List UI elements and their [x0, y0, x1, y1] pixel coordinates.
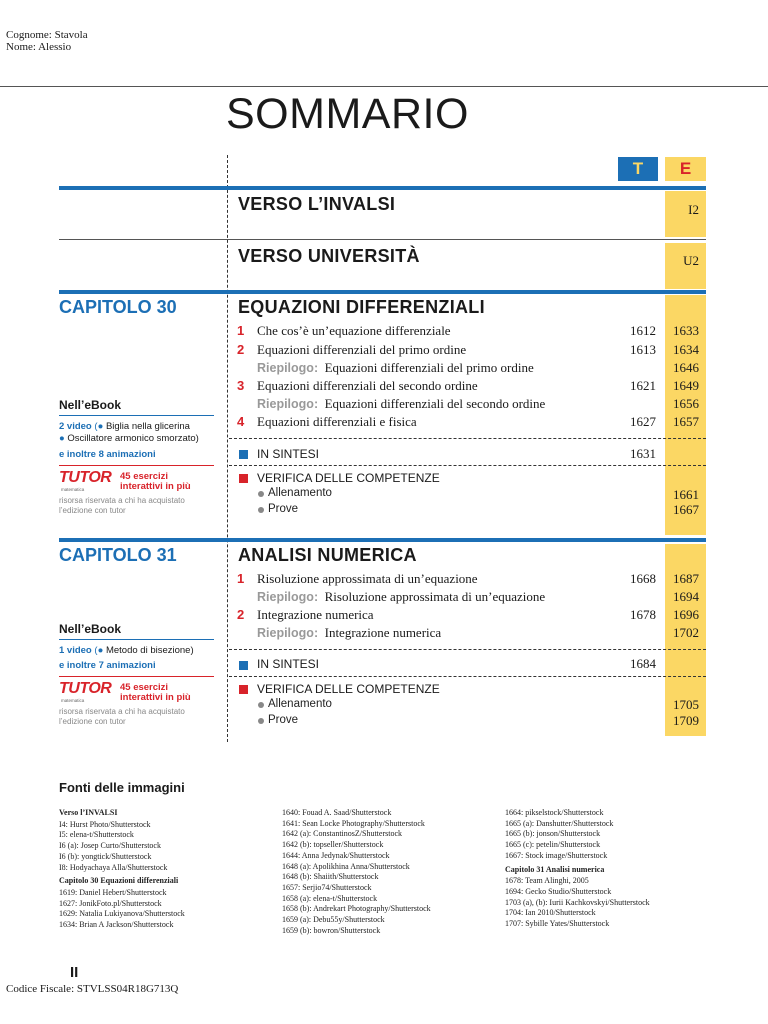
ebook-videos[interactable]: [59, 421, 190, 432]
fonti-title: Fonti delle immagini: [59, 780, 185, 795]
fonti-entry: 1678: Team Alinghi, 2005: [505, 876, 589, 886]
fonti-entry: 1667: Stock image/Shutterstock: [505, 850, 608, 860]
fonti-entry: 1664: pikselstock/Shutterstock: [505, 808, 604, 817]
riepilogo-title: Integrazione numerica: [324, 625, 442, 640]
fonti-entry: 1640: Fouad A. Saad/Shutterstock: [282, 808, 392, 817]
fonti-entry: 1704: Ian 2010/Shutterstock: [505, 908, 596, 918]
dashed-divider: [229, 649, 706, 650]
bullet: [258, 718, 264, 724]
sintesi-label[interactable]: IN SINTESI: [257, 657, 320, 671]
fonti-heading: Verso l’INVALSI: [59, 808, 118, 817]
item-page-t: 1668: [630, 571, 656, 586]
student-nome: Nome: Alessio: [6, 41, 72, 53]
fonti-entry: I6 (a): Josep Curto/Shutterstock: [59, 841, 161, 851]
verso-invalsi-title: VERSO L’INVALSI: [238, 194, 396, 214]
video-paren: (: [91, 421, 98, 432]
tutor-description[interactable]: [120, 683, 191, 703]
page-title: SOMMARIO: [226, 90, 469, 138]
item-page-t: 1612: [630, 323, 656, 338]
tutor-note-line: l’edizione con tutor: [59, 716, 126, 726]
fonti-entry: 1644: Anna Jedynak/Shutterstock: [282, 850, 390, 860]
chapter-31-title: ANALISI NUMERICA: [238, 545, 417, 565]
fonti-column-1: [59, 808, 274, 931]
tutor-logo-sub: matematica: [61, 698, 85, 703]
fonti-entry: 1657: Serjio74/Shutterstock: [282, 882, 372, 892]
ebook-videos[interactable]: [59, 433, 199, 444]
riepilogo-item[interactable]: [257, 396, 545, 412]
fonti-entry: I8: Hodyachaya Alla/Shutterstock: [59, 862, 168, 872]
fonti-entry: 1659 (a): Debu55y/Shutterstock: [282, 915, 385, 925]
fonti-entry: 1634: Brian A Jackson/Shutterstock: [59, 920, 174, 930]
dashed-divider: [229, 465, 706, 466]
verifica-item[interactable]: Allenamento: [268, 487, 332, 499]
fonti-entry: 1665 (c): petelin/Shutterstock: [505, 840, 601, 850]
video-count: 1 video: [59, 645, 92, 656]
student-cognome: Cognome: Stavola: [6, 29, 88, 41]
verifica-marker: [239, 474, 248, 483]
fonti-entry: I4: Hurst Photo/Shutterstock: [59, 819, 151, 829]
sintesi-label[interactable]: IN SINTESI: [257, 447, 320, 461]
item-title[interactable]: Equazioni differenziali del secondo ordine: [257, 378, 478, 393]
ebook-videos[interactable]: [59, 645, 194, 656]
ebook-title: Nell’eBook: [59, 398, 122, 412]
item-page-t: 1613: [630, 342, 656, 357]
tutor-desc-line: 45 esercizi: [120, 682, 169, 693]
verso-invalsi-page: I2: [688, 202, 699, 217]
tutor-logo-sub: matematica: [61, 487, 85, 492]
student-info: [6, 29, 88, 53]
item-page-e: 1633: [673, 323, 699, 338]
item-page-t: 1627: [630, 414, 656, 429]
fonti-entry: 1658 (b): Andrekart Photography/Shutterstock: [282, 904, 431, 914]
verifica-item[interactable]: Allenamento: [268, 698, 332, 710]
riepilogo-label: Riepilogo:: [257, 626, 319, 640]
section-rule: [59, 186, 706, 190]
tutor-note-line: l’edizione con tutor: [59, 505, 126, 515]
codice-fiscale: Codice Fiscale: STVLSS04R18G713Q: [6, 983, 179, 995]
chapter-31-label: CAPITOLO 31: [59, 545, 177, 565]
item-title[interactable]: Equazioni differenziali del primo ordine: [257, 342, 467, 357]
ebook-title: Nell’eBook: [59, 622, 122, 636]
riepilogo-title: Risoluzione approssimata di un’equazione: [324, 589, 546, 604]
ebook-animations[interactable]: e inoltre 8 animazioni: [59, 449, 156, 460]
fonti-entry: 1642 (b): topseller/Shutterstock: [282, 840, 384, 850]
verso-universita-title: VERSO UNIVERSITÀ: [238, 246, 420, 266]
column-t-header: T: [618, 157, 658, 181]
verifica-page-e: 1709: [673, 713, 699, 728]
video-title: Metodo di bisezione): [105, 645, 194, 656]
riepilogo-item[interactable]: [257, 589, 545, 605]
tutor-desc-line: interattivi in più: [120, 692, 191, 703]
fonti-entry: 1648 (a): Apolikhina Anna/Shutterstock: [282, 861, 410, 871]
item-number: 2: [237, 607, 245, 622]
item-number: 3: [237, 378, 245, 393]
column-e-header: E: [665, 157, 706, 181]
dashed-divider: [229, 676, 706, 677]
chapter-30-label: CAPITOLO 30: [59, 297, 177, 317]
riepilogo-item[interactable]: [257, 625, 441, 641]
verifica-item[interactable]: Prove: [268, 714, 299, 726]
item-page-t: 1678: [630, 607, 656, 622]
fonti-entry: I5: elena-t/Shutterstock: [59, 830, 134, 840]
tutor-desc-line: interattivi in più: [120, 481, 191, 492]
fonti-entry: 1629: Natalia Lukiyanova/Shutterstock: [59, 909, 185, 919]
verifica-label[interactable]: VERIFICA DELLE COMPETENZE: [257, 682, 440, 696]
video-paren: (: [91, 645, 98, 656]
fonti-heading: Capitolo 31 Analisi numerica: [505, 864, 605, 874]
fonti-entry: 1658 (a): elena-t/Shutterstock: [282, 893, 378, 903]
page-number: II: [70, 964, 79, 981]
video-bullet-icon: ●: [59, 433, 65, 444]
riepilogo-label: Riepilogo:: [257, 590, 319, 604]
tutor-rule: [59, 676, 214, 677]
verifica-page-e: 1667: [673, 502, 699, 517]
tutor-note: [59, 496, 185, 515]
fonti-entry: 1665 (a): Danshutter/Shutterstock: [505, 818, 614, 828]
item-number: 4: [237, 414, 245, 429]
fonti-entry: 1703 (a), (b): Iurii Kachkovskyi/Shutterstock: [505, 897, 650, 907]
item-page-e: 1696: [673, 607, 699, 622]
fonti-entry: 1694: Gecko Studio/Shutterstock: [505, 886, 612, 896]
fonti-entry: 1648 (b): Shaiith/Shutterstock: [282, 872, 379, 882]
item-title[interactable]: Risoluzione approssimata di un’equazione: [257, 571, 478, 586]
riepilogo-title: Equazioni differenziali del secondo ordine: [324, 396, 546, 411]
fonti-entry: 1665 (b): jonson/Shutterstock: [505, 829, 601, 839]
riepilogo-label: Riepilogo:: [257, 397, 319, 411]
chapter-rule: [59, 290, 706, 294]
dashed-divider: [229, 438, 706, 439]
section-rule: [59, 239, 706, 240]
fonti-entry: 1707: Sybille Yates/Shutterstock: [505, 919, 610, 929]
sintesi-marker: [239, 661, 248, 670]
chapter-30-title: EQUAZIONI DIFFERENZIALI: [238, 297, 485, 317]
fonti-entry: 1642 (a): ConstantinosZ/Shutterstock: [282, 829, 402, 839]
video-count: 2 video: [59, 421, 92, 432]
bullet: [258, 507, 264, 513]
sintesi-page-t: 1684: [630, 656, 656, 671]
fonti-column-3: [505, 808, 720, 930]
tutor-note-line: risorsa riservata a chi ha acquistato: [59, 496, 185, 505]
tutor-logo: TUTOR: [59, 469, 112, 486]
tutor-logo: TUTOR: [59, 680, 112, 697]
fonti-entry: 1659 (b): bowron/Shutterstock: [282, 925, 381, 935]
item-number: 1: [237, 571, 245, 586]
item-title[interactable]: Integrazione numerica: [257, 607, 374, 622]
bullet: [258, 702, 264, 708]
item-page-e: 1694: [673, 589, 699, 604]
item-page-e: 1634: [673, 342, 699, 357]
verso-universita-page: U2: [683, 253, 699, 268]
riepilogo-label: Riepilogo:: [257, 361, 319, 375]
video-bullet-icon: ●: [97, 645, 104, 656]
top-divider: [0, 86, 768, 87]
item-page-e: 1646: [673, 360, 699, 375]
item-page-e: 1649: [673, 378, 699, 393]
item-number: 2: [237, 342, 245, 357]
tutor-rule: [59, 465, 214, 466]
sintesi-marker: [239, 450, 248, 459]
ebook-animations[interactable]: e inoltre 7 animazioni: [59, 660, 156, 671]
fonti-entry: 1641: Sean Locke Photography/Shutterstock: [282, 818, 425, 828]
item-page-e: 1656: [673, 396, 699, 411]
fonti-column-2: [282, 808, 497, 936]
tutor-description[interactable]: [120, 472, 191, 492]
video-title: Biglia nella glicerina: [105, 421, 190, 432]
video-bullet-icon: ●: [97, 421, 104, 432]
verifica-marker: [239, 685, 248, 694]
item-page-e: 1702: [673, 625, 699, 640]
item-page-e: 1687: [673, 571, 699, 586]
column-separator: [227, 155, 228, 742]
item-title[interactable]: Equazioni differenziali e fisica: [257, 414, 417, 429]
item-number: 1: [237, 323, 245, 338]
riepilogo-item[interactable]: [257, 360, 534, 376]
fonti-entry: 1619: Daniel Hebert/Shutterstock: [59, 887, 167, 897]
verifica-page-e: 1661: [673, 487, 699, 502]
bullet: [258, 491, 264, 497]
verifica-page-e: 1705: [673, 697, 699, 712]
tutor-desc-line: 45 esercizi: [120, 471, 169, 482]
item-page-e: 1657: [673, 414, 699, 429]
tutor-note: [59, 707, 185, 726]
item-page-t: 1621: [630, 378, 656, 393]
tutor-note-line: risorsa riservata a chi ha acquistato: [59, 707, 185, 716]
fonti-entry: I6 (b): yongtick/Shutterstock: [59, 851, 152, 861]
fonti-heading: Capitolo 30 Equazioni differenziali: [59, 876, 179, 886]
riepilogo-title: Equazioni differenziali del primo ordine: [324, 360, 534, 375]
video-title: Oscillatore armonico smorzato): [67, 433, 199, 444]
verifica-item[interactable]: Prove: [268, 503, 299, 515]
ebook-rule: [59, 415, 214, 416]
sintesi-page-t: 1631: [630, 446, 656, 461]
item-title[interactable]: Che cos’è un’equazione differenziale: [257, 323, 451, 338]
ebook-rule: [59, 639, 214, 640]
verifica-label[interactable]: VERIFICA DELLE COMPETENZE: [257, 471, 440, 485]
chapter-rule: [59, 538, 706, 542]
fonti-entry: 1627: JonikFoto.pl/Shutterstock: [59, 898, 162, 908]
